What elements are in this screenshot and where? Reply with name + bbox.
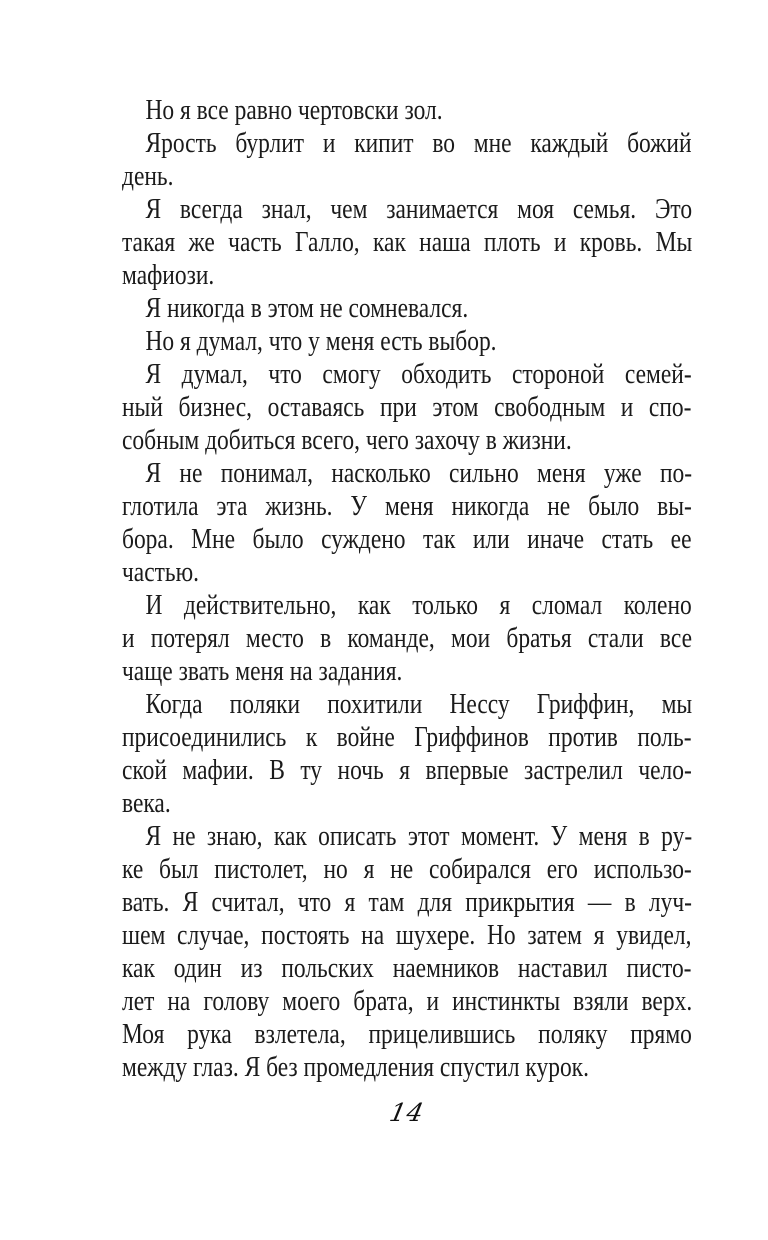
text-line: ке был пистолет, но я не собирался его использо- — [122, 854, 692, 885]
text-line: мафиози. — [122, 260, 215, 291]
text-line: Когда поляки похитили Нессу Гриффин, мы — [145, 689, 693, 720]
text-line: Я никогда в этом не сомневался. — [145, 293, 469, 324]
text-line: века. — [122, 788, 171, 819]
text-line: как один из польских наемников наставил писто- — [122, 953, 692, 984]
text-line: присоединились к войне Гриффинов против поль- — [122, 722, 692, 753]
text-line: вать. Я считал, что я там для прикрытия — в луч- — [122, 887, 692, 918]
paragraph — [122, 688, 692, 820]
text-line: бора. Мне было суждено так или иначе стать ее — [122, 524, 692, 555]
text-line: Я всегда знал, чем занимается моя семья. Это — [145, 194, 693, 225]
paragraph — [122, 589, 692, 688]
text-line: ской мафии. В ту ночь я впервые застрелил чело- — [122, 755, 692, 786]
paragraph — [122, 193, 692, 292]
page-number: 14 — [387, 1098, 427, 1127]
page-text — [122, 94, 692, 1084]
text-line: между глаз. Я без промедления спустил курок. — [122, 1052, 589, 1083]
paragraph — [122, 325, 692, 358]
paragraph — [122, 94, 692, 127]
paragraph — [122, 358, 692, 457]
text-line: собным добиться всего, чего захочу в жизни. — [122, 425, 572, 456]
paragraph — [122, 127, 692, 193]
text-line: Но я думал, что у меня есть выбор. — [145, 326, 497, 357]
text-line: Я думал, что смогу обходить стороной семей- — [145, 359, 692, 390]
text-line: чаще звать меня на задания. — [122, 656, 403, 687]
text-line: глотила эта жизнь. У меня никогда не было вы- — [122, 491, 692, 522]
paragraph — [122, 820, 692, 1084]
text-line: шем случае, постоять на шухере. Но затем я увидел, — [122, 920, 692, 951]
text-line: И действительно, как только я сломал колено — [145, 590, 692, 621]
text-line: и потерял место в команде, мои братья стали все — [122, 623, 692, 654]
text-line: Моя рука взлетела, прицелившись поляку прямо — [122, 1019, 692, 1050]
text-line: день. — [122, 161, 174, 192]
paragraph — [122, 292, 692, 325]
text-line: Я не знаю, как описать этот момент. У меня в ру- — [145, 821, 693, 852]
text-line: лет на голову моего брата, и инстинкты взяли верх. — [122, 986, 693, 1017]
text-line: такая же часть Галло, как наша плоть и кровь. Мы — [122, 227, 693, 258]
text-line: Я не понимал, насколько сильно меня уже по- — [145, 458, 693, 489]
text-line: Ярость бурлит и кипит во мне каждый божий — [145, 128, 692, 159]
text-line: Но я все равно чертовски зол. — [145, 95, 443, 126]
paragraph — [122, 457, 692, 589]
text-line: частью. — [122, 557, 199, 588]
text-line: ный бизнес, оставаясь при этом свободным и спо- — [122, 392, 692, 423]
